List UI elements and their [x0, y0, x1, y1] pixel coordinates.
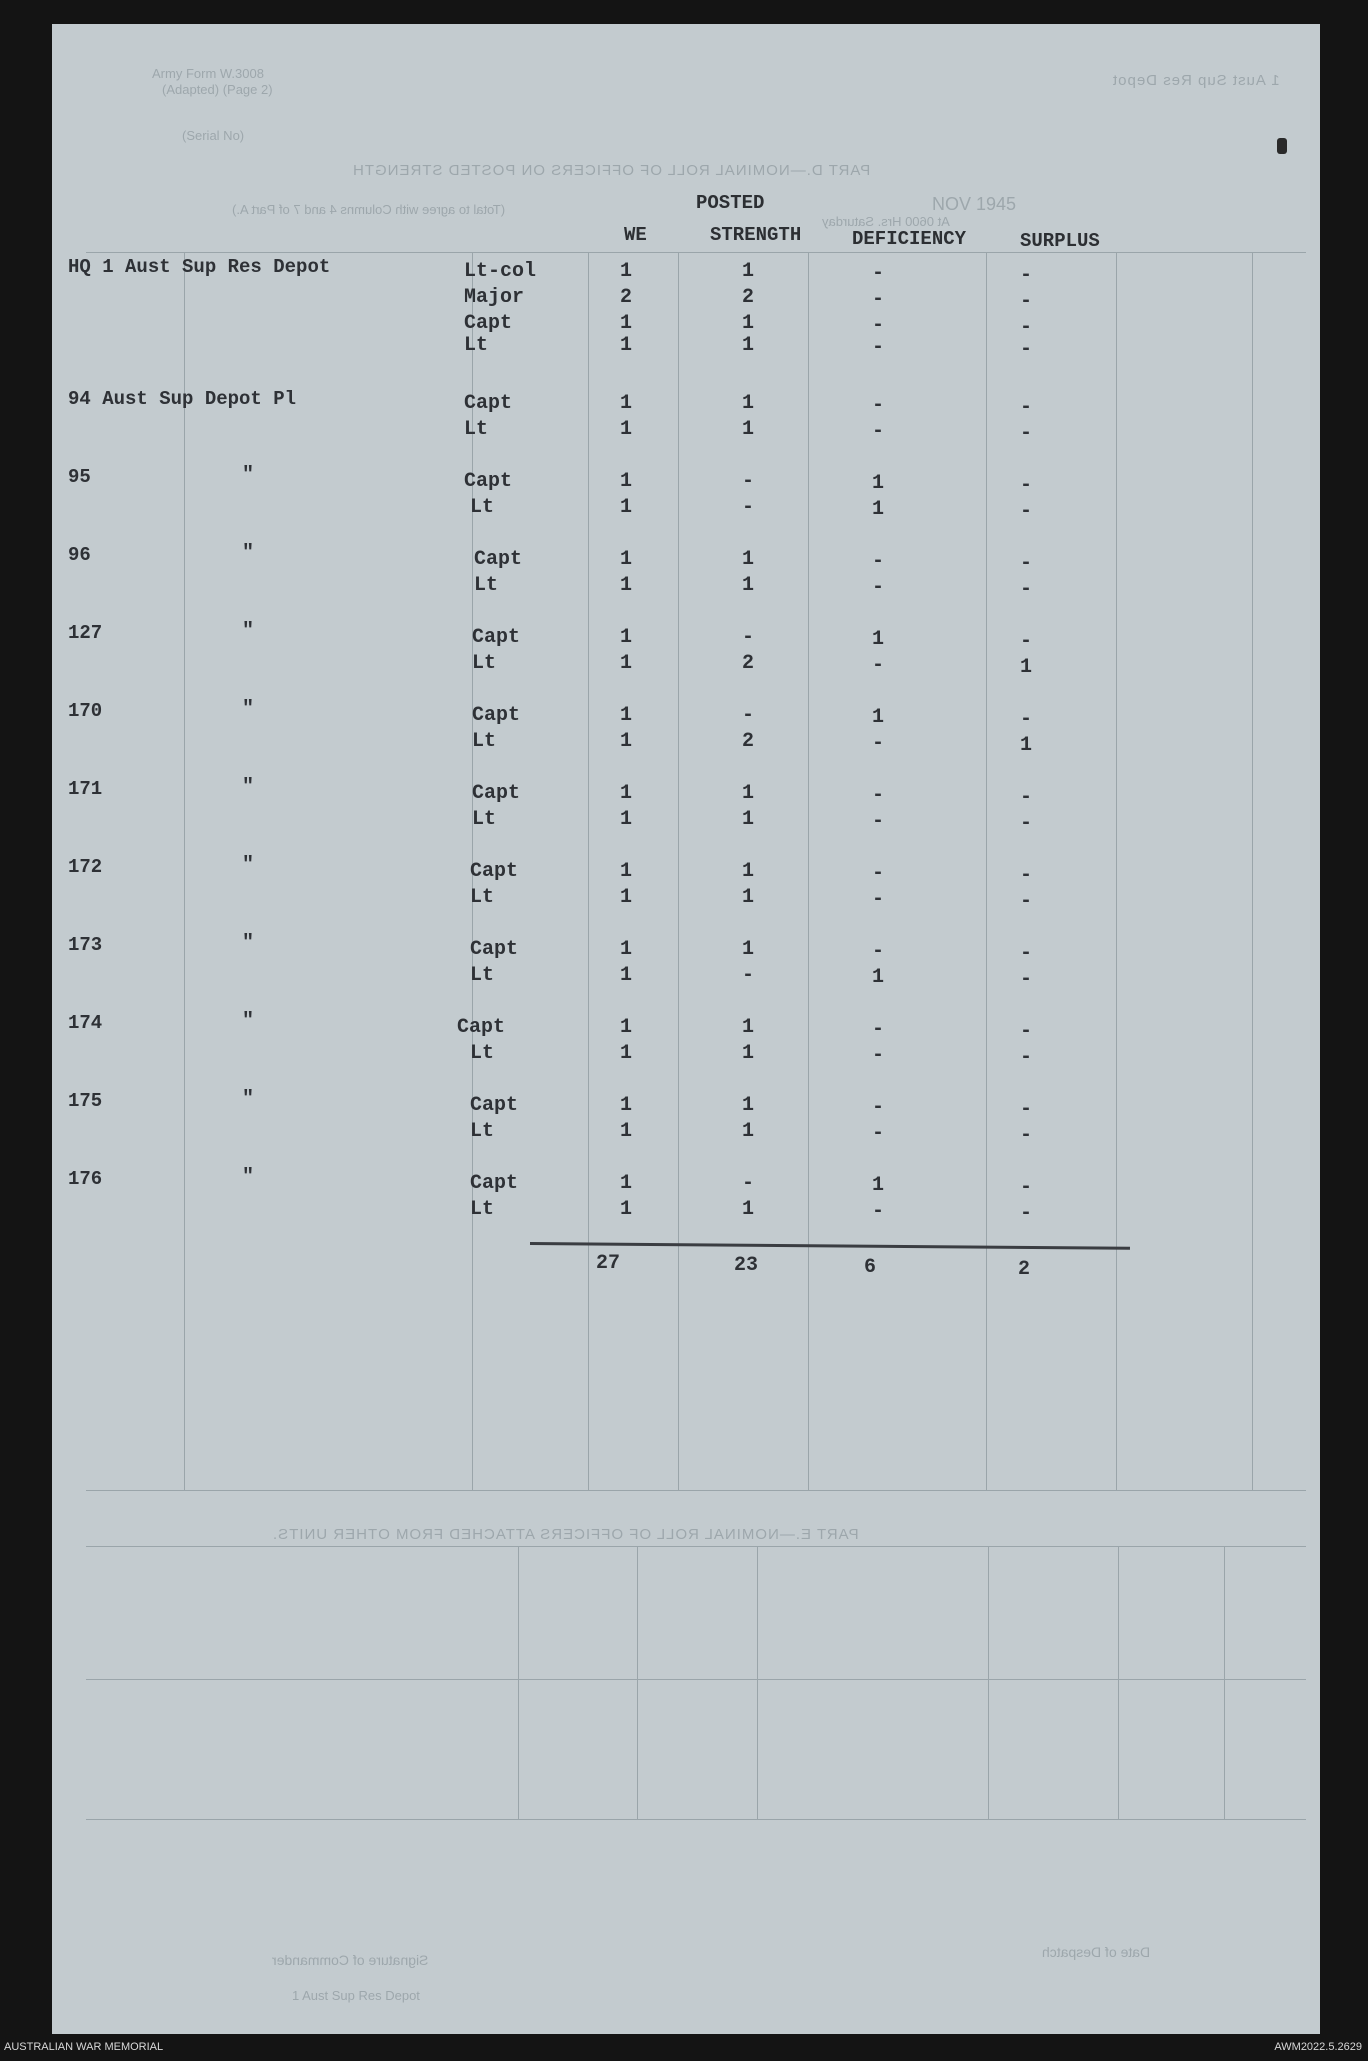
- unit-label: 171: [68, 778, 103, 800]
- surplus-value: -: [1020, 1176, 1033, 1199]
- strength-value: 1: [742, 548, 755, 571]
- deficiency-value: -: [872, 1096, 885, 1119]
- we-value: 1: [620, 886, 633, 909]
- at-hours: At 0600 Hrs. Saturday: [822, 214, 950, 229]
- grid-line: [518, 1546, 519, 1819]
- grid-line: [1118, 1546, 1119, 1819]
- unit-label: 95: [68, 466, 91, 488]
- surplus-value: -: [1020, 316, 1033, 339]
- ditto-mark: ": [242, 1166, 255, 1189]
- rank-label: Lt: [470, 1042, 495, 1065]
- rank-label: Lt: [464, 418, 489, 441]
- col-header-strength: STRENGTH: [710, 224, 802, 246]
- rank-label: Lt: [470, 496, 495, 519]
- col-header-surplus: SURPLUS: [1020, 230, 1100, 252]
- deficiency-value: -: [872, 1200, 885, 1223]
- we-value: 1: [620, 418, 633, 441]
- unit-label: 174: [68, 1012, 103, 1034]
- grid-line: [86, 1490, 1306, 1491]
- signature-unit: 1 Aust Sup Res Depot: [292, 1988, 420, 2003]
- deficiency-value: 1: [872, 706, 885, 729]
- rank-label: Capt: [470, 860, 519, 883]
- rank-label: Lt: [474, 574, 499, 597]
- grid-line: [184, 252, 185, 1490]
- surplus-value: -: [1020, 396, 1033, 419]
- rank-label: Capt: [472, 782, 521, 805]
- ditto-mark: ": [242, 932, 255, 955]
- strength-value: 1: [742, 334, 755, 357]
- we-value: 1: [620, 938, 633, 961]
- we-value: 2: [620, 286, 633, 309]
- deficiency-value: 1: [872, 628, 885, 651]
- strength-value: 1: [742, 1198, 755, 1221]
- we-value: 1: [620, 334, 633, 357]
- rank-label: Lt-col: [464, 260, 537, 283]
- we-value: 1: [620, 652, 633, 675]
- strength-value: 2: [742, 652, 755, 675]
- strength-value: 1: [742, 782, 755, 805]
- we-value: 1: [620, 964, 633, 987]
- strength-value: 1: [742, 260, 755, 283]
- grid-line: [86, 1819, 1306, 1820]
- ditto-mark: ": [242, 854, 255, 877]
- rank-label: Capt: [464, 470, 513, 493]
- strength-value: -: [742, 496, 755, 519]
- grid-line: [986, 252, 987, 1490]
- deficiency-value: -: [872, 862, 885, 885]
- surplus-value: -: [1020, 578, 1033, 601]
- deficiency-value: 1: [872, 472, 885, 495]
- deficiency-value: 1: [872, 1174, 885, 1197]
- deficiency-value: -: [872, 654, 885, 677]
- rank-label: Lt: [472, 652, 497, 675]
- grid-line: [1116, 252, 1117, 1490]
- deficiency-value: -: [872, 784, 885, 807]
- rank-label: Lt: [470, 886, 495, 909]
- ditto-mark: ": [242, 1010, 255, 1033]
- part-e-heading: PART E.—NOMINAL ROLL OF OFFICERS ATTACHED FROM OTHER UNITS.: [272, 1526, 859, 1543]
- rank-label: Capt: [470, 1172, 519, 1195]
- total-strength: 23: [734, 1254, 759, 1277]
- serial-number: (Serial No): [182, 128, 245, 143]
- surplus-value: -: [1020, 1046, 1033, 1069]
- surplus-value: -: [1020, 786, 1033, 809]
- strength-value: 1: [742, 1120, 755, 1143]
- rank-label: Lt: [464, 334, 489, 357]
- strength-value: -: [742, 626, 755, 649]
- part-d-subheading: (Total to agree with Columns 4 and 7 of Part A.): [232, 202, 506, 217]
- rank-label: Lt: [470, 964, 495, 987]
- deficiency-value: -: [872, 1044, 885, 1067]
- surplus-value: -: [1020, 474, 1033, 497]
- rank-label: Lt: [472, 730, 497, 753]
- rank-label: Lt: [470, 1120, 495, 1143]
- despatch-label: Date of Despatch: [1042, 1944, 1151, 1960]
- deficiency-value: -: [872, 888, 885, 911]
- surplus-value: -: [1020, 1098, 1033, 1121]
- part-d-heading: PART D.—NOMINAL ROLL OF OFFICERS ON POSTED STRENGTH: [352, 162, 871, 179]
- totals-rule: [530, 1242, 1130, 1250]
- ditto-mark: ": [242, 698, 255, 721]
- grid-line: [757, 1546, 758, 1819]
- strength-value: 1: [742, 860, 755, 883]
- deficiency-value: -: [872, 550, 885, 573]
- deficiency-value: -: [872, 732, 885, 755]
- unit-label: 176: [68, 1168, 103, 1190]
- we-value: 1: [620, 808, 633, 831]
- grid-line: [86, 1546, 1306, 1547]
- we-value: 1: [620, 782, 633, 805]
- surplus-value: 1: [1020, 734, 1033, 757]
- document-page: [52, 24, 1320, 2034]
- rank-label: Capt: [470, 938, 519, 961]
- unit-label: 173: [68, 934, 103, 956]
- unit-label: 170: [68, 700, 103, 722]
- surplus-value: -: [1020, 552, 1033, 575]
- surplus-value: -: [1020, 812, 1033, 835]
- we-value: 1: [620, 1094, 633, 1117]
- col-header-deficiency: DEFICIENCY: [852, 228, 967, 250]
- strength-value: -: [742, 704, 755, 727]
- rank-label: Lt: [472, 808, 497, 831]
- strength-value: -: [742, 470, 755, 493]
- strength-value: -: [742, 964, 755, 987]
- deficiency-value: -: [872, 336, 885, 359]
- grid-line: [988, 1546, 989, 1819]
- signature-label: Signature of Commander: [272, 1952, 429, 1968]
- grid-line: [588, 252, 589, 1490]
- unit-label: 172: [68, 856, 103, 878]
- surplus-value: -: [1020, 290, 1033, 313]
- rank-label: Capt: [472, 626, 521, 649]
- we-value: 1: [620, 704, 633, 727]
- deficiency-value: -: [872, 810, 885, 833]
- deficiency-value: -: [872, 940, 885, 963]
- surplus-value: -: [1020, 1202, 1033, 1225]
- deficiency-value: -: [872, 288, 885, 311]
- ditto-mark: ": [242, 464, 255, 487]
- unit-label: 127: [68, 622, 103, 644]
- surplus-value: -: [1020, 264, 1033, 287]
- deficiency-value: 1: [872, 966, 885, 989]
- strength-value: 1: [742, 312, 755, 335]
- deficiency-value: -: [872, 314, 885, 337]
- we-value: 1: [620, 730, 633, 753]
- ditto-mark: ": [242, 542, 255, 565]
- we-value: 1: [620, 626, 633, 649]
- we-value: 1: [620, 1120, 633, 1143]
- we-value: 1: [620, 574, 633, 597]
- ditto-mark: ": [242, 1088, 255, 1111]
- rank-label: Major: [464, 286, 525, 309]
- surplus-value: -: [1020, 864, 1033, 887]
- surplus-value: -: [1020, 890, 1033, 913]
- col-header-we: WE: [624, 224, 647, 246]
- surplus-value: -: [1020, 500, 1033, 523]
- we-value: 1: [620, 470, 633, 493]
- grid-line: [1252, 252, 1253, 1490]
- form-reference: Army Form W.3008: [152, 66, 264, 81]
- rank-label: Capt: [474, 548, 523, 571]
- we-value: 1: [620, 1042, 633, 1065]
- footer-credit: AUSTRALIAN WAR MEMORIAL: [4, 2041, 164, 2053]
- strength-value: 1: [742, 886, 755, 909]
- rank-label: Capt: [472, 704, 521, 727]
- we-value: 1: [620, 260, 633, 283]
- strength-value: 2: [742, 730, 755, 753]
- surplus-value: -: [1020, 942, 1033, 965]
- deficiency-value: -: [872, 394, 885, 417]
- rank-label: Lt: [470, 1198, 495, 1221]
- strength-value: 1: [742, 938, 755, 961]
- surplus-value: 1: [1020, 656, 1033, 679]
- ditto-mark: ": [242, 776, 255, 799]
- grid-line: [637, 1546, 638, 1819]
- deficiency-value: -: [872, 1122, 885, 1145]
- rank-label: Capt: [464, 312, 513, 335]
- grid-line: [1224, 1546, 1225, 1819]
- total-deficiency: 6: [864, 1256, 877, 1279]
- ditto-mark: ": [242, 620, 255, 643]
- handwritten-date: NOV 1945: [932, 194, 1017, 214]
- we-value: 1: [620, 1016, 633, 1039]
- ink-mark: [1277, 138, 1287, 154]
- total-surplus: 2: [1018, 1258, 1031, 1281]
- surplus-value: -: [1020, 708, 1033, 731]
- strength-value: -: [742, 1172, 755, 1195]
- deficiency-value: -: [872, 420, 885, 443]
- we-value: 1: [620, 860, 633, 883]
- rank-label: Capt: [457, 1016, 506, 1039]
- strength-value: 1: [742, 808, 755, 831]
- strength-value: 1: [742, 1042, 755, 1065]
- grid-line: [86, 1679, 1306, 1680]
- surplus-value: -: [1020, 422, 1033, 445]
- unit-heading-ghost: 1 Aust Sup Res Depot: [1112, 72, 1280, 89]
- strength-value: 2: [742, 286, 755, 309]
- rank-label: Capt: [464, 392, 513, 415]
- unit-label: 96: [68, 544, 91, 566]
- unit-label: 175: [68, 1090, 103, 1112]
- form-subtitle: (Adapted) (Page 2): [162, 82, 273, 97]
- strength-value: 1: [742, 1094, 755, 1117]
- strength-value: 1: [742, 574, 755, 597]
- surplus-value: -: [1020, 1124, 1033, 1147]
- footer-reference: AWM2022.5.2629: [1274, 2041, 1362, 2053]
- grid-line: [678, 252, 679, 1490]
- strength-value: 1: [742, 1016, 755, 1039]
- we-value: 1: [620, 496, 633, 519]
- surplus-value: -: [1020, 1020, 1033, 1043]
- surplus-value: -: [1020, 338, 1033, 361]
- strength-value: 1: [742, 392, 755, 415]
- grid-line: [86, 252, 1306, 253]
- posted-label: POSTED: [696, 192, 765, 214]
- deficiency-value: 1: [872, 498, 885, 521]
- total-we: 27: [596, 1252, 621, 1275]
- we-value: 1: [620, 1198, 633, 1221]
- we-value: 1: [620, 1172, 633, 1195]
- strength-value: 1: [742, 418, 755, 441]
- we-value: 1: [620, 392, 633, 415]
- we-value: 1: [620, 312, 633, 335]
- unit-label: 94 Aust Sup Depot Pl: [68, 388, 297, 410]
- surplus-value: -: [1020, 968, 1033, 991]
- we-value: 1: [620, 548, 633, 571]
- rank-label: Capt: [470, 1094, 519, 1117]
- surplus-value: -: [1020, 630, 1033, 653]
- deficiency-value: -: [872, 576, 885, 599]
- deficiency-value: -: [872, 1018, 885, 1041]
- deficiency-value: -: [872, 262, 885, 285]
- grid-line: [808, 252, 809, 1490]
- unit-label: HQ 1 Aust Sup Res Depot: [68, 256, 331, 278]
